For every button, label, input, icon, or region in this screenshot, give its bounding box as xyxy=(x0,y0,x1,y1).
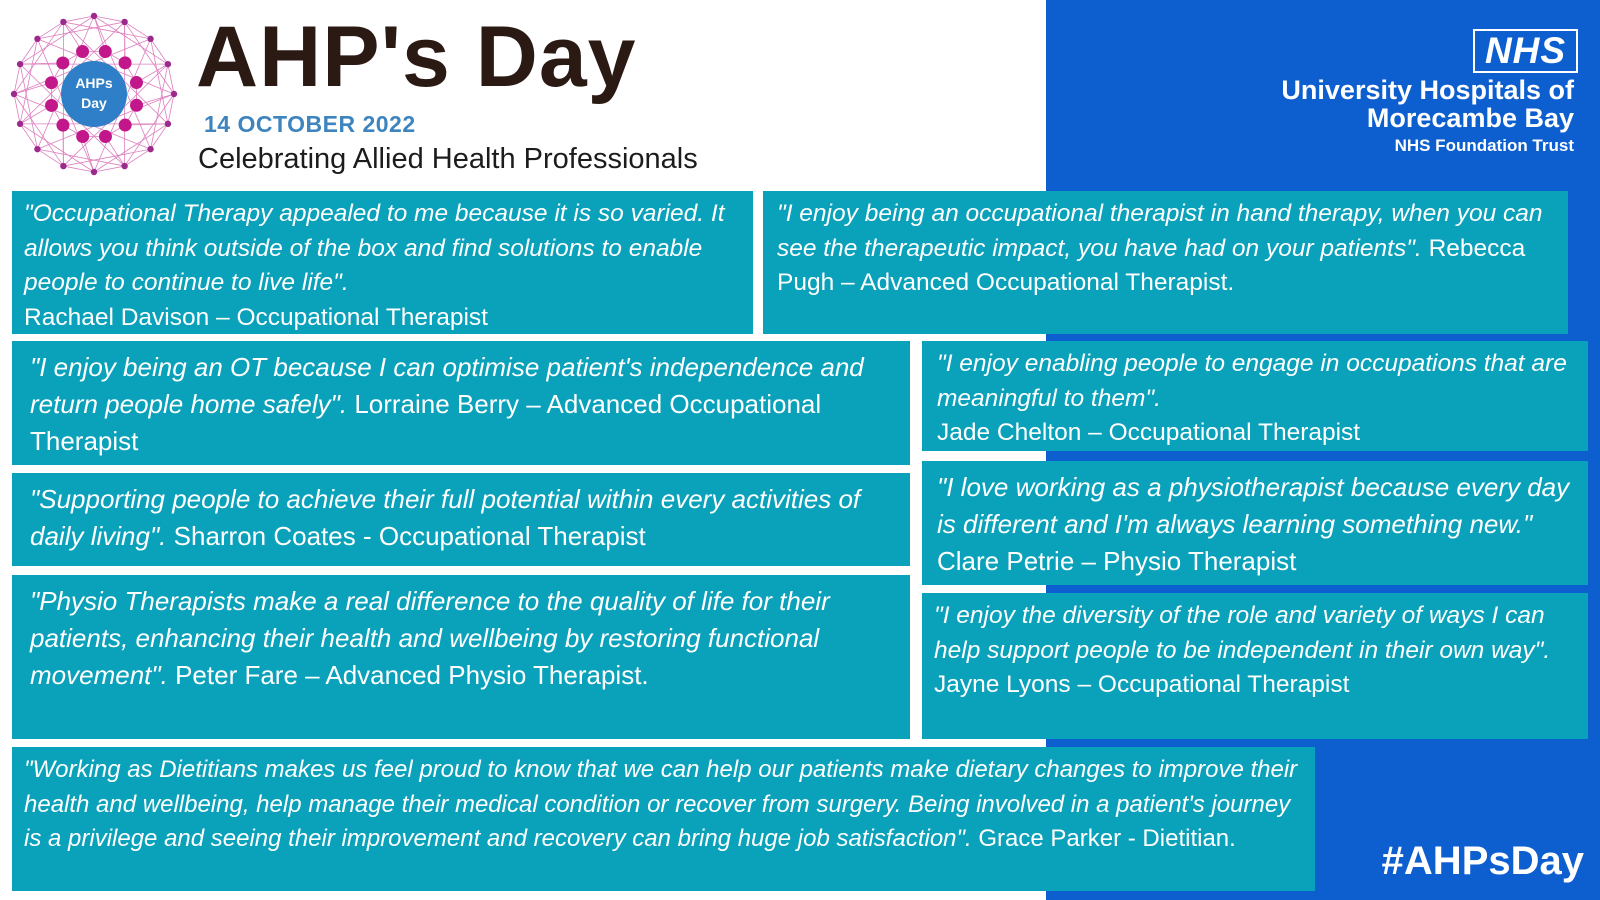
trust-subtitle: NHS Foundation Trust xyxy=(1394,136,1574,155)
quote-author: Rebecca Pugh – Advanced Occupational Therapist. xyxy=(777,234,1526,296)
quote-author: Jade Chelton – Occupational Therapist xyxy=(937,419,1361,446)
trust-name-line1: University Hospitals of xyxy=(1281,75,1574,105)
quote-text: "Supporting people to achieve their full potential within every activities of daily living". xyxy=(30,484,861,551)
trust-name xyxy=(1281,76,1574,132)
quote-author: Rachael Davison – Occupational Therapist xyxy=(24,303,488,331)
hashtag: #AHPsDay xyxy=(1381,839,1584,883)
quote-author: Peter Fare – Advanced Physio Therapist. xyxy=(175,660,649,690)
quote-card-grace-parker xyxy=(12,747,1315,891)
quote-text: "I enjoy the diversity of the role and variety of ways I can help support people to be independent in their own way". xyxy=(934,602,1551,664)
logo-text-ahps: AHPs xyxy=(75,75,113,91)
ahps-day-logo xyxy=(6,8,182,178)
quote-card-rachael-davison xyxy=(12,191,753,334)
quote-card-sharron-coates xyxy=(12,473,910,566)
quote-author: Jayne Lyons – Occupational Therapist xyxy=(934,671,1350,698)
page-title: AHP's Day xyxy=(196,9,637,105)
quote-card-rebecca-pugh xyxy=(763,191,1568,334)
logo-text-day: Day xyxy=(81,95,107,111)
quote-text: "Occupational Therapy appealed to me because it is so varied. It allows you think outside of the box and find solutions to enable people to continue to live life". xyxy=(24,200,725,296)
quote-text: "I enjoy enabling people to engage in occupations that are meaningful to them". xyxy=(937,350,1567,412)
quote-text: "Physio Therapists make a real difference to the quality of life for their patients, enhancing their health and wellbeing by restoring functional movement". xyxy=(30,586,830,690)
quote-card-jayne-lyons xyxy=(922,593,1588,739)
quote-card-jade-chelton xyxy=(922,341,1588,451)
quote-author: Grace Parker - Dietitian. xyxy=(978,825,1236,852)
quote-text: "I enjoy being an OT because I can optimise patient's independence and return people home safely". xyxy=(30,352,864,419)
quote-author: Lorraine Berry – Advanced Occupational Therapist xyxy=(30,389,822,456)
quote-card-clare-petrie xyxy=(922,461,1588,585)
quote-text: "I love working as a physiotherapist because every day is different and I'm always learning something new." xyxy=(937,472,1570,539)
quote-text: "I enjoy being an occupational therapist in hand therapy, when you can see the therapeutic impact, you have had on your patients". xyxy=(777,200,1543,262)
trust-name-line2: Morecambe Bay xyxy=(1366,103,1574,133)
event-date: 14 OCTOBER 2022 xyxy=(204,111,416,137)
nhs-logo: NHS xyxy=(1473,29,1578,73)
quote-card-peter-fare xyxy=(12,575,910,739)
page-subtitle: Celebrating Allied Health Professionals xyxy=(198,143,698,175)
quote-author: Clare Petrie – Physio Therapist xyxy=(937,546,1297,576)
quote-card-lorraine-berry xyxy=(12,341,910,465)
quote-text: "Working as Dietitians makes us feel proud to know that we can help our patients make dietary changes to improve their health and wellbeing, help manage their medical condition or recover from surgery. Being involved in a patient's journey is a privilege and seeing their improvement and recovery can bring huge job satisfaction". xyxy=(24,756,1298,852)
quote-author: Sharron Coates - Occupational Therapist xyxy=(173,521,646,551)
